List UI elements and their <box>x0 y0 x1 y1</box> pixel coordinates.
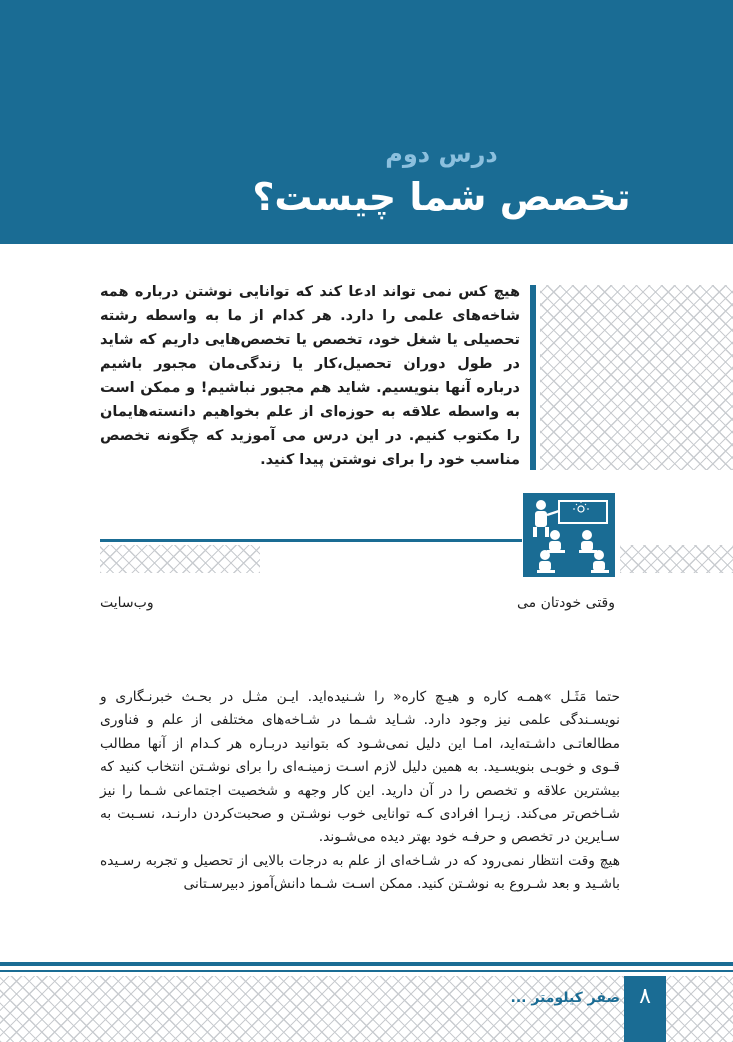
decorative-lattice-intro <box>540 285 733 470</box>
teacher-presentation-icon <box>523 493 615 577</box>
page-number: ۸ <box>639 984 651 1009</box>
page-title: تخصص شما چیست؟ <box>252 175 631 219</box>
body-paragraph-1: حتما مَثَـل »همـه کاره و هیـچ کاره« را شـنیده‌اید. ایـن مثـل در بحـث خبرنـگاری و نویسـندگی علمی نیز وجود دارد. شـاید شـما در شـاخه‌های مختلفی از علم و فناوری مطالعاتـی داشـته‌اید، امـا این دلیل نمی‌شـود که بتوانید دربـاره هر کـدام از آنها مطالب قـوی و خوبـی بنویسـید. به همین دلیل لازم اسـت زمینـه‌ای را برای نوشـتن انتخاب کنید که بیشترین علاقه و تخصص را در آن دارید. این کار وجهه و شخصیت اجتماعی شـما را نیز شـاخص‌تر می‌کند. زیـرا افرادی کـه توانایی خوب نوشـتن و صحبت‌کردن دارنـد، نسـبت به سـایرین در تخصص و حرفـه خود بهتر دیده می‌شـوند. <box>100 689 620 846</box>
body-text <box>100 686 620 897</box>
footer-book-title: صفر کیلومتر ... <box>510 990 620 1006</box>
section-divider <box>100 539 522 542</box>
intro-accent-bar <box>530 285 536 470</box>
lesson-label: درس دوم <box>385 140 498 168</box>
intro-paragraph: هیچ کس نمی تواند ادعا کند که توانایی نوشتن درباره همه شاخه‌های علمی را دارد. هر کدام از ما به واسطه رشته تحصیلی یا شغل خود، تخصص یا تخصص‌هایی داریم که شاید در طول دوران تحصیل،کار یا زندگی‌مان مجبور باشیم درباره آنها بنویسیم. شاید هم مجبور نباشیم! و ممکن است به واسطه علاقه به حوزه‌ای از علم بخواهیم دانسته‌هایمان را مکتوب کنیم. در این درس می آموزید که چگونه تخصص مناسب خود را برای نوشتن پیدا کنید. <box>100 284 520 468</box>
decorative-lattice-strip-left <box>100 545 260 573</box>
footer-rule-top <box>0 962 733 966</box>
footer-rule-bottom <box>0 970 733 972</box>
decorative-lattice-strip-right <box>620 545 733 573</box>
body-paragraph-2: هیچ وقت انتظار نمی‌رود که در شـاخه‌ای از علم به درجات بالایی از تحصیل و تجربه رسـیده باشـید و بعد شـروع به نوشـتن کنید. ممکن اسـت شـما دانش‌آموز دبیرسـتانی <box>100 852 620 893</box>
website-label: وب‌سایت <box>100 595 154 611</box>
free-time-label: وقتی خودتان می <box>517 595 615 611</box>
